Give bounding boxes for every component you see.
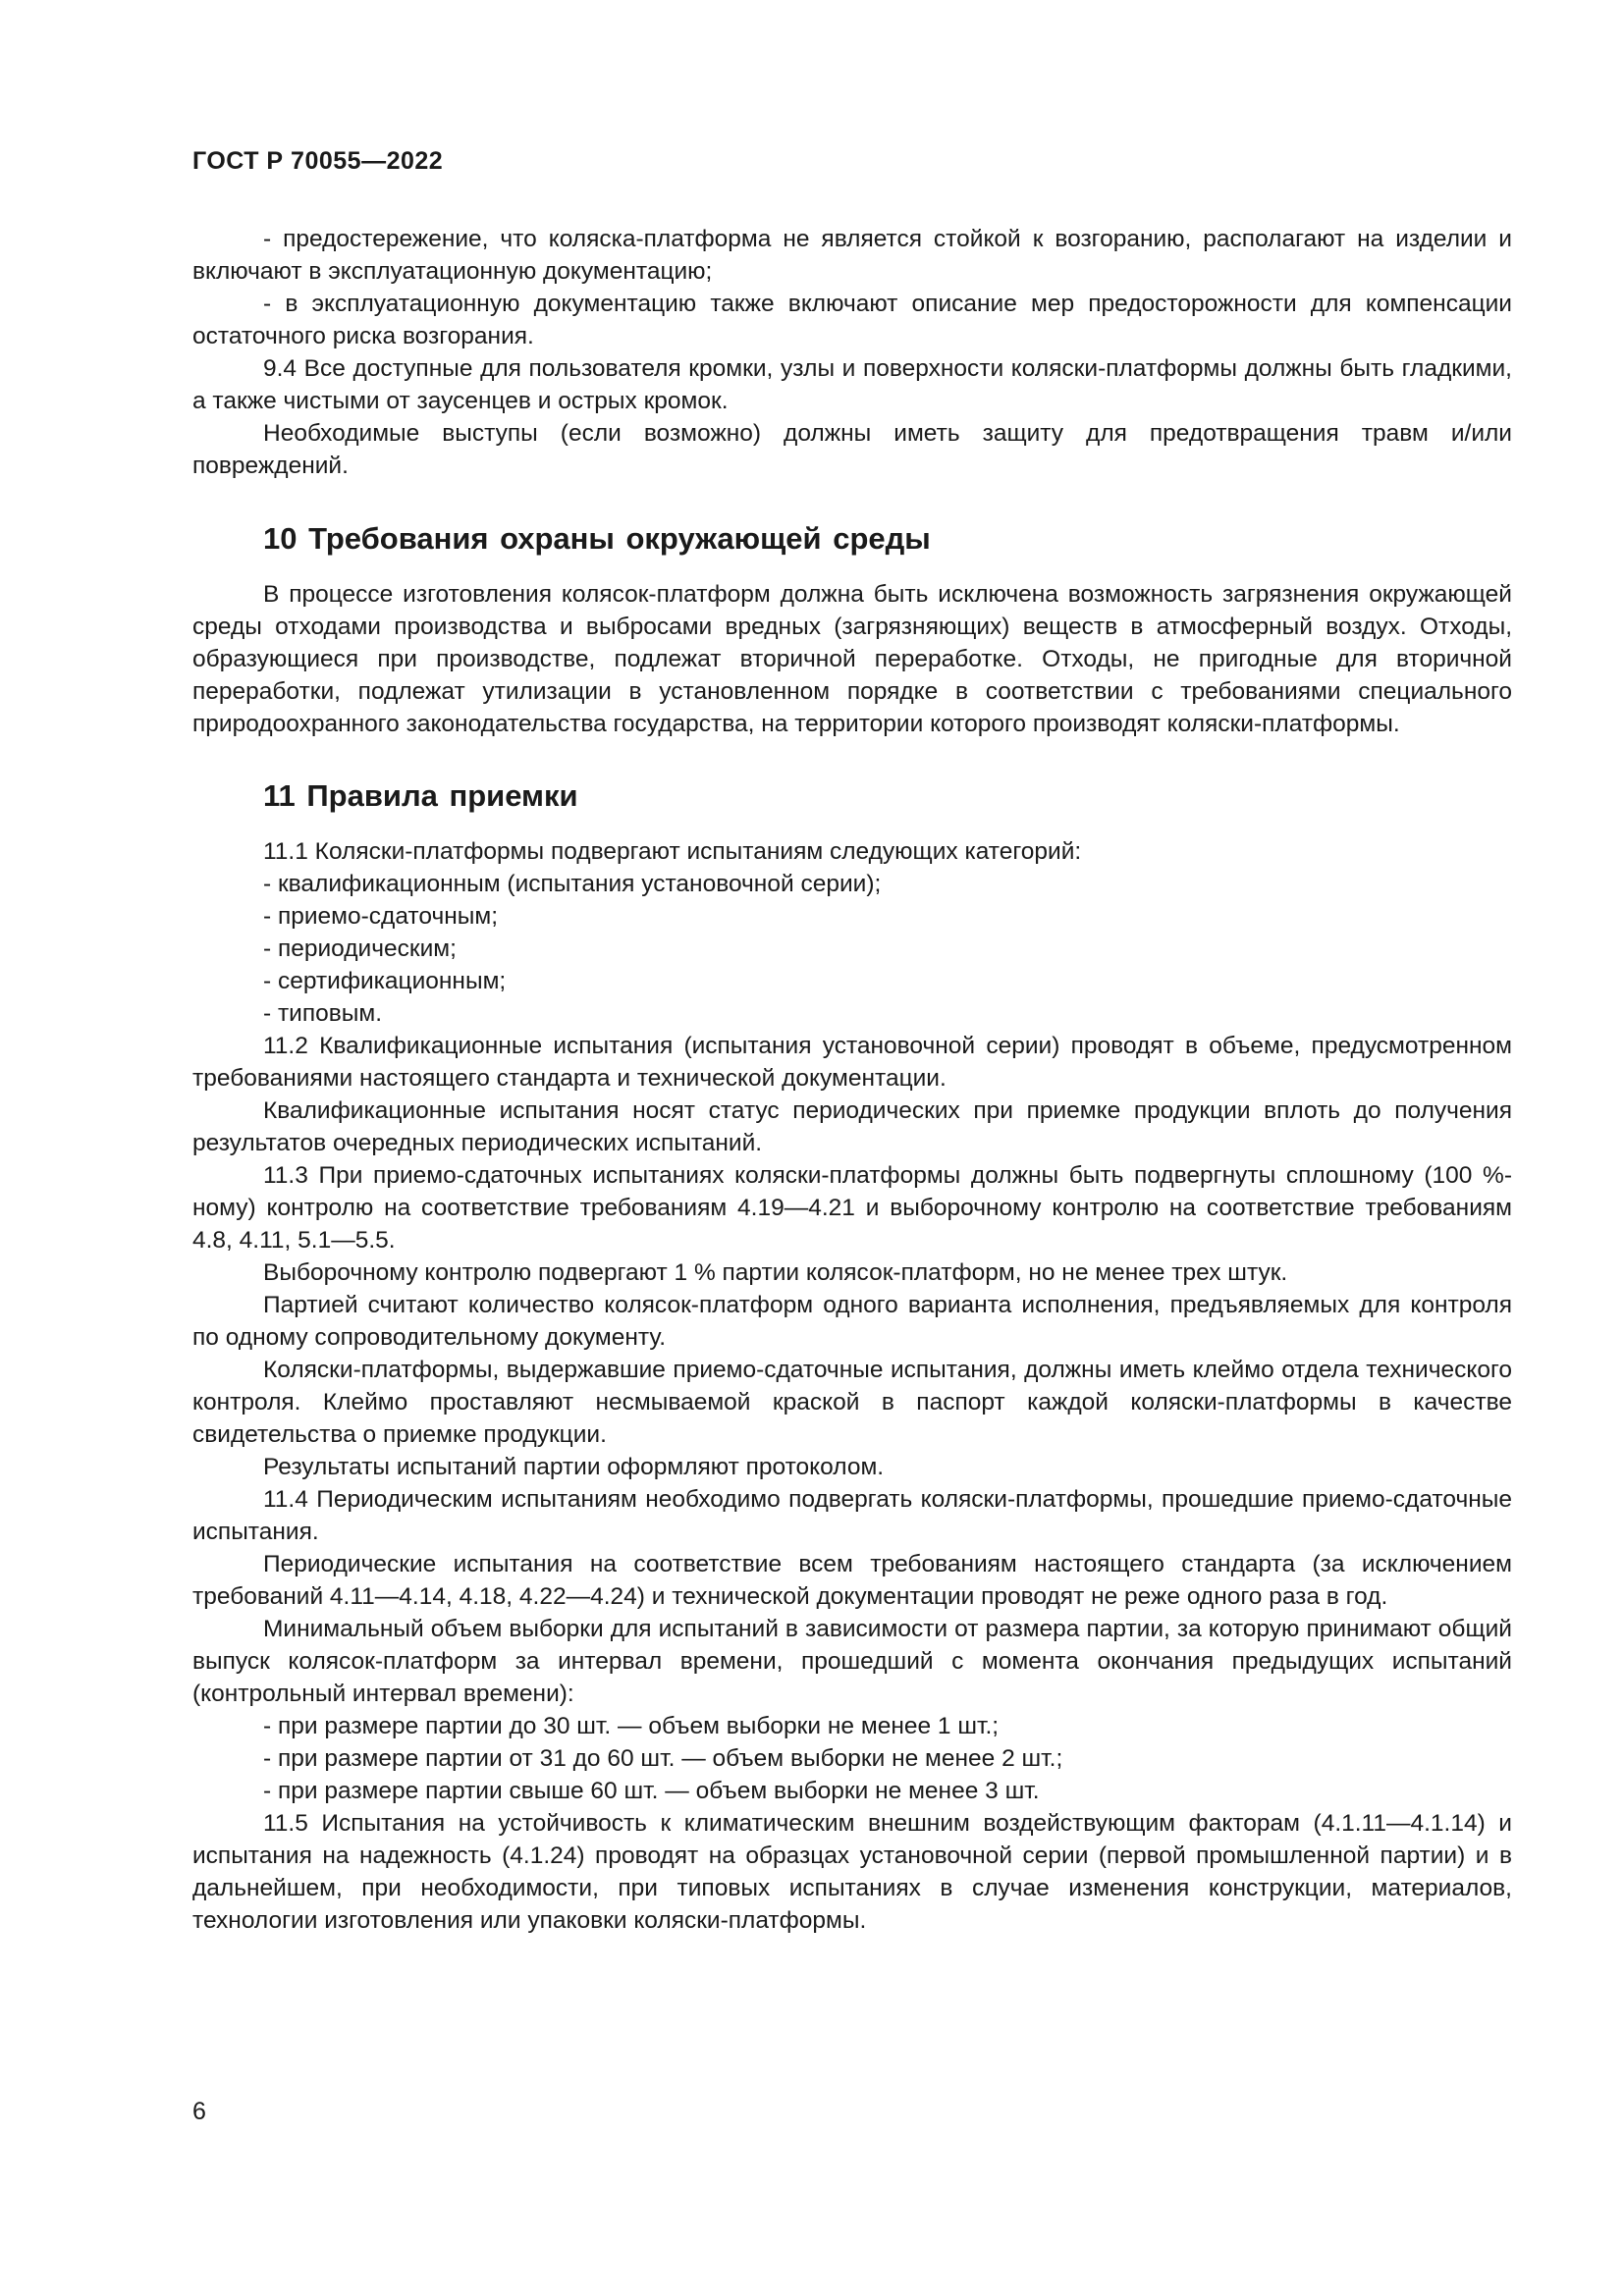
page-number: 6	[192, 2098, 206, 2125]
section-heading-environment: 10 Требования охраны окружающей среды	[263, 521, 931, 556]
paragraph: 11.4 Периодическим испытаниям необходимо подвергать коляски-платформы, прошедшие приемо-сдаточные испытания.	[192, 1486, 1512, 1545]
section-heading-acceptance: 11 Правила приемки	[263, 778, 578, 813]
list-item: - сертификационным;	[263, 968, 507, 994]
paragraph: Выборочному контролю подвергают 1 % партии колясок-платформ, но не менее трех штук.	[263, 1259, 1288, 1286]
paragraph: В процессе изготовления колясок-платформ должна быть исключена возможность загрязнения окружающей среды отходами производства и выбросами вредных (загрязняющих) веществ в атмосферный воздух. Отходы, образующиеся при производстве, подлежат вторичной переработке. Отходы, не пригодные для вторичной переработки, подлежат утилизации в установленном порядке в соответствии с требованиями специального природоохранного законодательства государства, на территории которого производят коляски-платформы.	[192, 581, 1512, 737]
paragraph: 11.5 Испытания на устойчивость к климатическим внешним воздействующим факторам (4.1.11—4.1.14) и испытания на надежность (4.1.24) проводят на образцах установочной серии (первой промышленной партии) и в дальнейшем, при необходимости, при типовых испытаниях в случае изменения конструкции, материалов, технологии изготовления или упаковки коляски-платформы.	[192, 1810, 1512, 1934]
paragraph: 11.3 При приемо-сдаточных испытаниях коляски-платформы должны быть подвергнуты сплошному (100 %-ному) контролю на соответствие требованиям 4.19—4.21 и выборочному контролю на соответствие требованиям 4.8, 4.11, 5.1—5.5.	[192, 1162, 1512, 1254]
paragraph: 11.1 Коляски-платформы подвергают испытаниям следующих категорий:	[263, 838, 1082, 865]
paragraph: Коляски-платформы, выдержавшие приемо-сдаточные испытания, должны иметь клеймо отдела технического контроля. Клеймо проставляют несмываемой краской в паспорт каждой коляски-платформы в качестве свидетельства о приемке продукции.	[192, 1357, 1512, 1448]
paragraph: Минимальный объем выборки для испытаний в зависимости от размера партии, за которую принимают общий выпуск колясок-платформ за интервал времени, прошедший с момента окончания предыдущих испытаний (контрольный интервал времени):	[192, 1616, 1512, 1707]
list-item: - квалификационным (испытания установочной серии);	[263, 871, 882, 897]
list-item: - периодическим;	[263, 935, 457, 962]
paragraph: 11.2 Квалификационные испытания (испытания установочной серии) проводят в объеме, предусмотренном требованиями настоящего стандарта и технической документации.	[192, 1033, 1512, 1092]
paragraph: 9.4 Все доступные для пользователя кромки, узлы и поверхности коляски-платформы должны быть гладкими, а также чистыми от заусенцев и острых кромок.	[192, 355, 1512, 414]
list-item: - типовым.	[263, 1000, 383, 1027]
document-body	[192, 223, 1512, 1937]
list-item: - при размере партии свыше 60 шт. — объем выборки не менее 3 шт.	[263, 1778, 1040, 1804]
document-code-header: ГОСТ Р 70055—2022	[192, 147, 444, 175]
paragraph: - предостережение, что коляска-платформа не является стойкой к возгоранию, располагают на изделии и включают в эксплуатационную документацию;	[192, 226, 1512, 285]
list-item: - приемо-сдаточным;	[263, 903, 499, 930]
paragraph: - в эксплуатационную документацию также включают описание мер предосторожности для компенсации остаточного риска возгорания.	[192, 291, 1512, 349]
paragraph: Периодические испытания на соответствие всем требованиям настоящего стандарта (за исключением требований 4.11—4.14, 4.18, 4.22—4.24) и технической документации проводят не реже одного раза в год.	[192, 1551, 1512, 1610]
paragraph: Результаты испытаний партии оформляют протоколом.	[263, 1454, 885, 1480]
paragraph: Квалификационные испытания носят статус периодических при приемке продукции вплоть до получения результатов очередных периодических испытаний.	[192, 1097, 1512, 1156]
list-item: - при размере партии от 31 до 60 шт. — объем выборки не менее 2 шт.;	[263, 1745, 1063, 1772]
paragraph: Партией считают количество колясок-платформ одного варианта исполнения, предъявляемых для контроля по одному сопроводительному документу.	[192, 1292, 1512, 1351]
list-item: - при размере партии до 30 шт. — объем выборки не менее 1 шт.;	[263, 1713, 1000, 1739]
paragraph: Необходимые выступы (если возможно) должны иметь защиту для предотвращения травм и/или повреждений.	[192, 420, 1512, 479]
